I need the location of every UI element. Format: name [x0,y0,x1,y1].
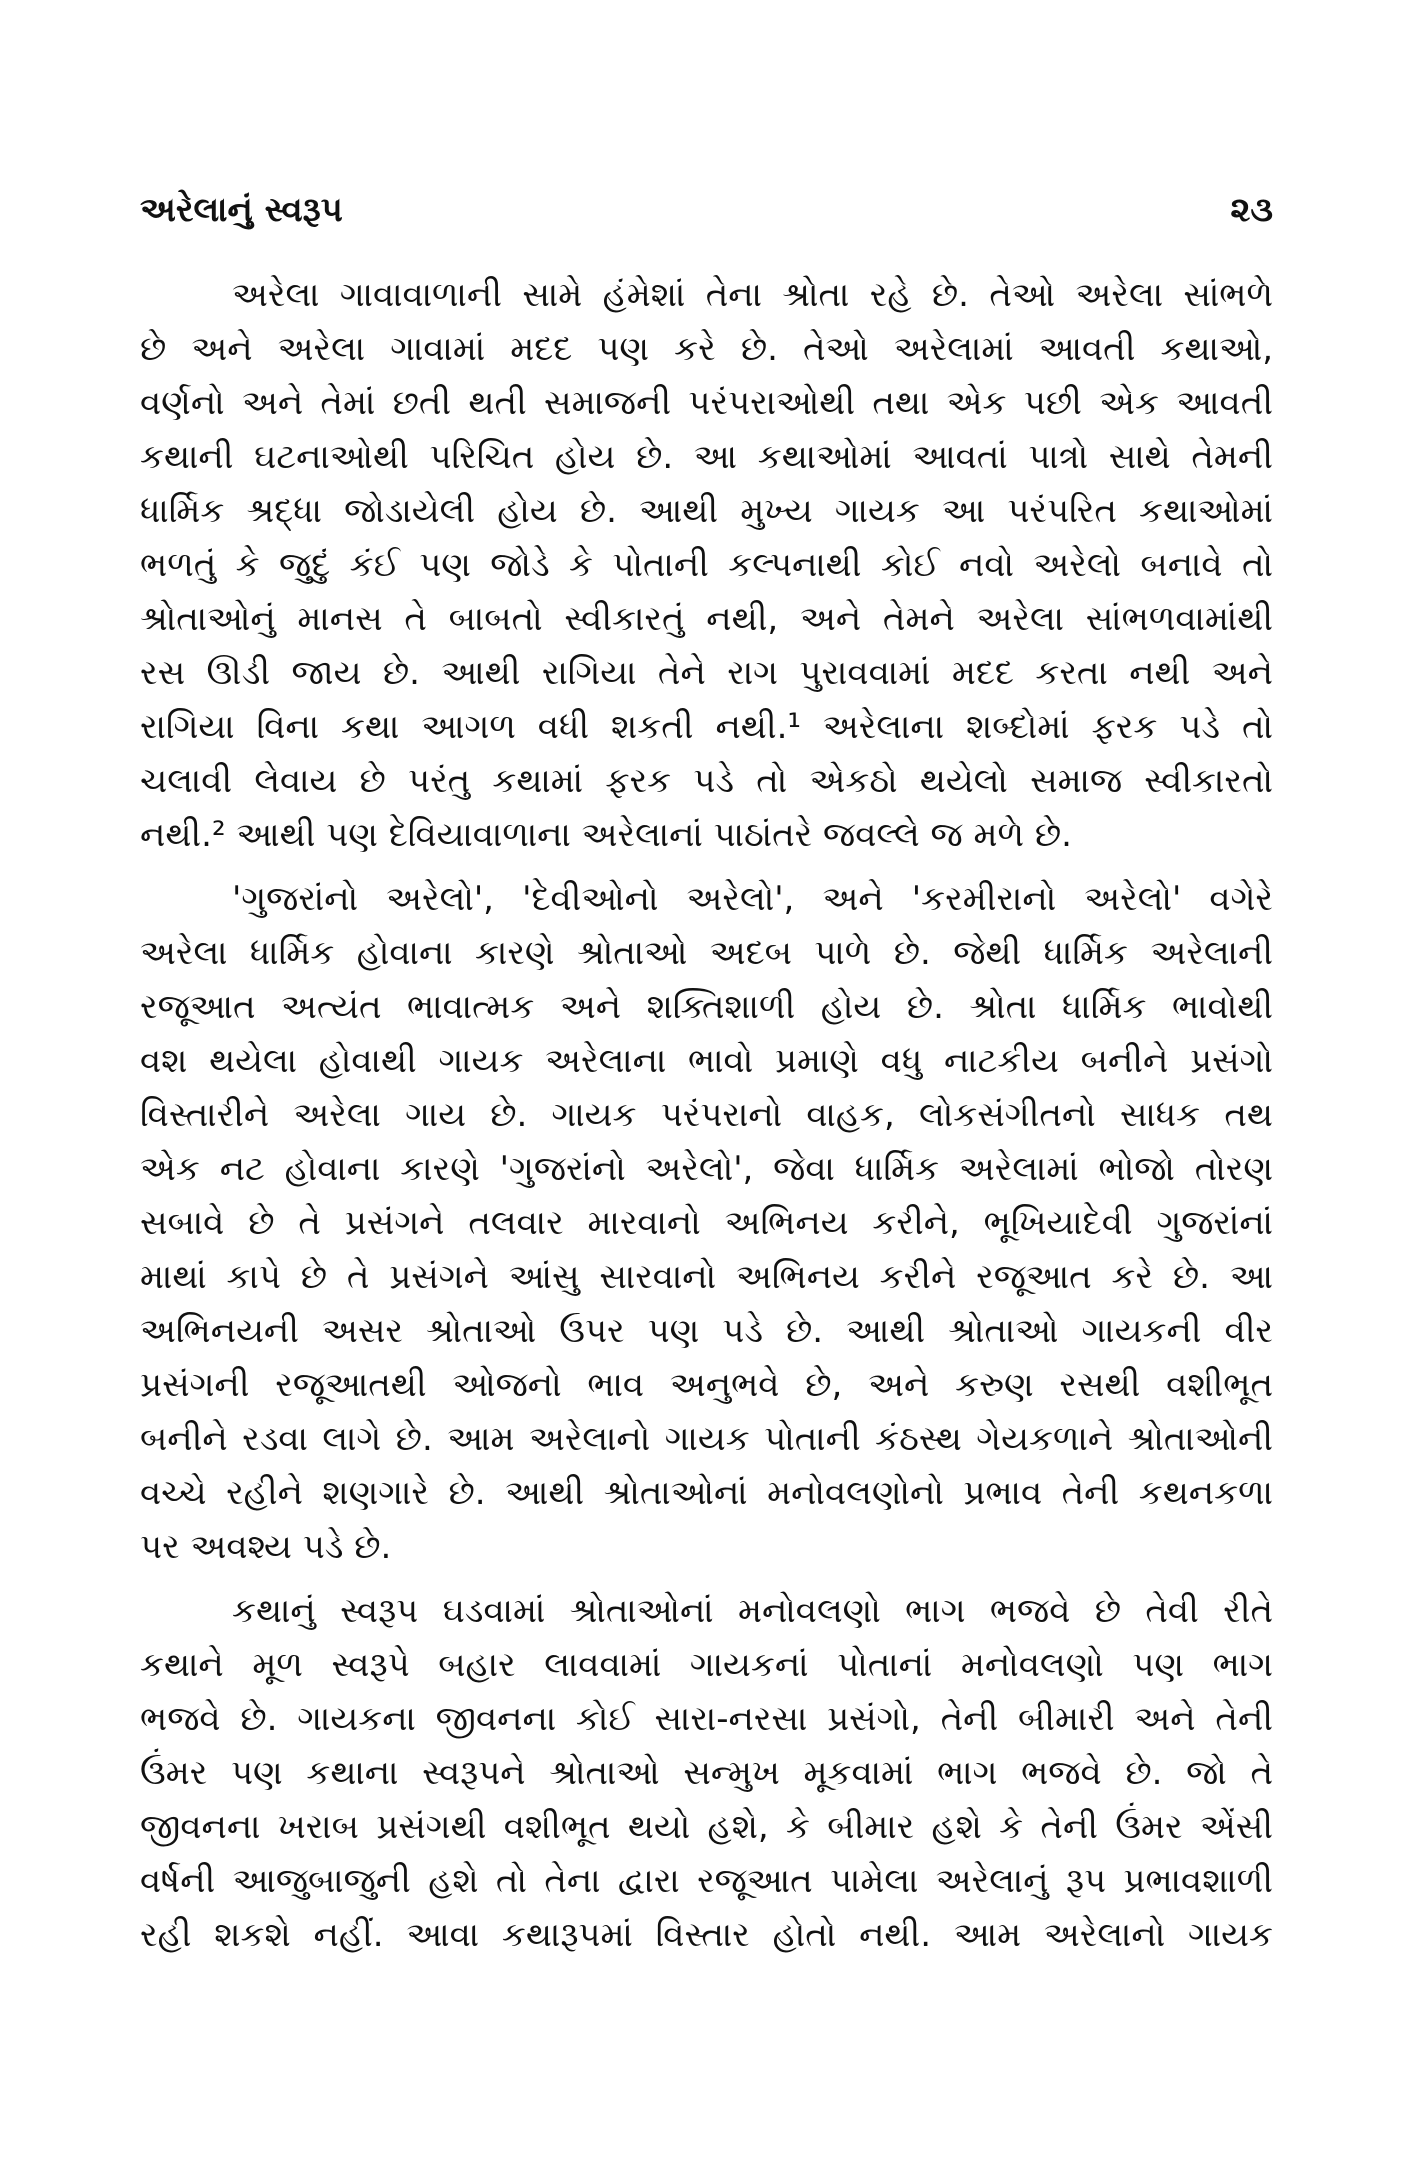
paragraph-3 [140,1584,1273,1962]
text-line: પ્રસંગની રજૂઆતથી ઓજનો ભાવ અનુભવે છે, અને કરુણ રસથી વશીભૂત [140,1365,1273,1405]
paragraph-2 [140,872,1273,1574]
chapter-title: અરેલાનું સ્વરૂપ [140,190,343,230]
text-line: ઉંમર પણ કથાના સ્વરૂપને શ્રોતાઓ સન્મુખ મૂકવામાં ભાગ ભજવે છે. જો તે [140,1753,1273,1793]
text-line: માથાં કાપે છે તે પ્રસંગને આંસુ સારવાનો અભિનય કરીને રજૂઆત કરે છે. આ [140,1257,1273,1297]
text-line: છે અને અરેલા ગાવામાં મદદ પણ કરે છે. તેઓ અરેલામાં આવતી કથાઓ, [140,329,1273,369]
text-line: શ્રોતાઓનું માનસ તે બાબતો સ્વીકારતું નથી, અને તેમને અરેલા સાંભળવામાંથી [140,599,1273,639]
text-line: ચલાવી લેવાય છે પરંતુ કથામાં ફરક પડે તો એકઠો થયેલો સમાજ સ્વીકારતો [140,761,1273,801]
text-line: સબાવે છે તે પ્રસંગને તલવાર મારવાનો અભિનય કરીને, ભૂખિયાદેવી ગુજરાંનાં [140,1203,1273,1243]
page-number: ૨૩ [1230,190,1273,230]
text-line: ભળતું કે જુદું કંઈ પણ જોડે કે પોતાની કલ્પનાથી કોઈ નવો અરેલો બનાવે તો [140,545,1273,585]
text-line: કથાનું સ્વરૂપ ઘડવામાં શ્રોતાઓનાં મનોવલણો ભાગ ભજવે છે તેવી રીતે [232,1591,1273,1631]
text-line: જીવનના ખરાબ પ્રસંગથી વશીભૂત થયો હશે, કે બીમાર હશે કે તેની ઉંમર એંસી [140,1807,1273,1847]
text-line: કથાની ઘટનાઓથી પરિચિત હોય છે. આ કથાઓમાં આવતાં પાત્રો સાથે તેમની [140,437,1273,477]
text-line: નથી.² આથી પણ દેવિયાવાળાના અરેલાનાં પાઠાંતરે જવલ્લે જ મળે છે. [140,815,1072,855]
text-line: વિસ્તારીને અરેલા ગાય છે. ગાયક પરંપરાનો વાહક, લોકસંગીતનો સાધક તથ [140,1095,1273,1135]
text-line: રાગિયા વિના કથા આગળ વધી શકતી નથી.¹ અરેલાના શબ્દોમાં ફરક પડે તો [140,707,1273,747]
text-line: અભિનયની અસર શ્રોતાઓ ઉપર પણ પડે છે. આથી શ્રોતાઓ ગાયકની વીર [140,1311,1273,1351]
text-line: વર્ણનો અને તેમાં છતી થતી સમાજની પરંપરાઓથી તથા એક પછી એક આવતી [140,383,1273,423]
text-line: રજૂઆત અત્યંત ભાવાત્મક અને શક્તિશાળી હોય છે. શ્રોતા ધાર્મિક ભાવોથી [140,987,1273,1027]
text-line: રહી શકશે નહીં. આવા કથારૂપમાં વિસ્તાર હોતો નથી. આમ અરેલાનો ગાયક [140,1915,1273,1955]
text-line: કથાને મૂળ સ્વરૂપે બહાર લાવવામાં ગાયકનાં પોતાનાં મનોવલણો પણ ભાગ [140,1645,1273,1685]
text-line: ભજવે છે. ગાયકના જીવનના કોઈ સારા-નરસા પ્રસંગો, તેની બીમારી અને તેની [140,1699,1273,1739]
text-line: વર્ષની આજુબાજુની હશે તો તેના દ્વારા રજૂઆત પામેલા અરેલાનું રૂપ પ્રભાવશાળી [140,1861,1273,1901]
body-text [140,268,1273,1972]
text-line: ધાર્મિક શ્રદ્ધા જોડાયેલી હોય છે. આથી મુખ્ય ગાયક આ પરંપરિત કથાઓમાં [140,491,1273,531]
text-line: એક નટ હોવાના કારણે 'ગુજરાંનો અરેલો', જેવા ધાર્મિક અરેલામાં ભોજો તોરણ [140,1149,1273,1189]
text-line: વશ થયેલા હોવાથી ગાયક અરેલાના ભાવો પ્રમાણે વધુ નાટકીય બનીને પ્રસંગો [140,1041,1273,1081]
text-line: પર અવશ્ય પડે છે. [140,1527,392,1567]
running-header [140,190,1273,250]
paragraph-1 [140,268,1273,862]
text-line: અરેલા ધાર્મિક હોવાના કારણે શ્રોતાઓ અદબ પાળે છે. જેથી ધાર્મિક અરેલાની [140,933,1273,973]
text-line: વચ્ચે રહીને શણગારે છે. આથી શ્રોતાઓનાં મનોવલણોનો પ્રભાવ તેની કથનકળા [140,1473,1273,1513]
text-line: બનીને રડવા લાગે છે. આમ અરેલાનો ગાયક પોતાની કંઠસ્થ ગેયકળાને શ્રોતાઓની [140,1419,1273,1459]
text-line: રસ ઊડી જાય છે. આથી રાગિયા તેને રાગ પુરાવવામાં મદદ કરતા નથી અને [140,653,1273,693]
text-line: 'ગુજરાંનો અરેલો', 'દેવીઓનો અરેલો', અને 'કરમીરાનો અરેલો' વગેરે [232,879,1273,919]
text-line: અરેલા ગાવાવાળાની સામે હંમેશાં તેના શ્રોતા રહે છે. તેઓ અરેલા સાંભળે [232,275,1273,315]
